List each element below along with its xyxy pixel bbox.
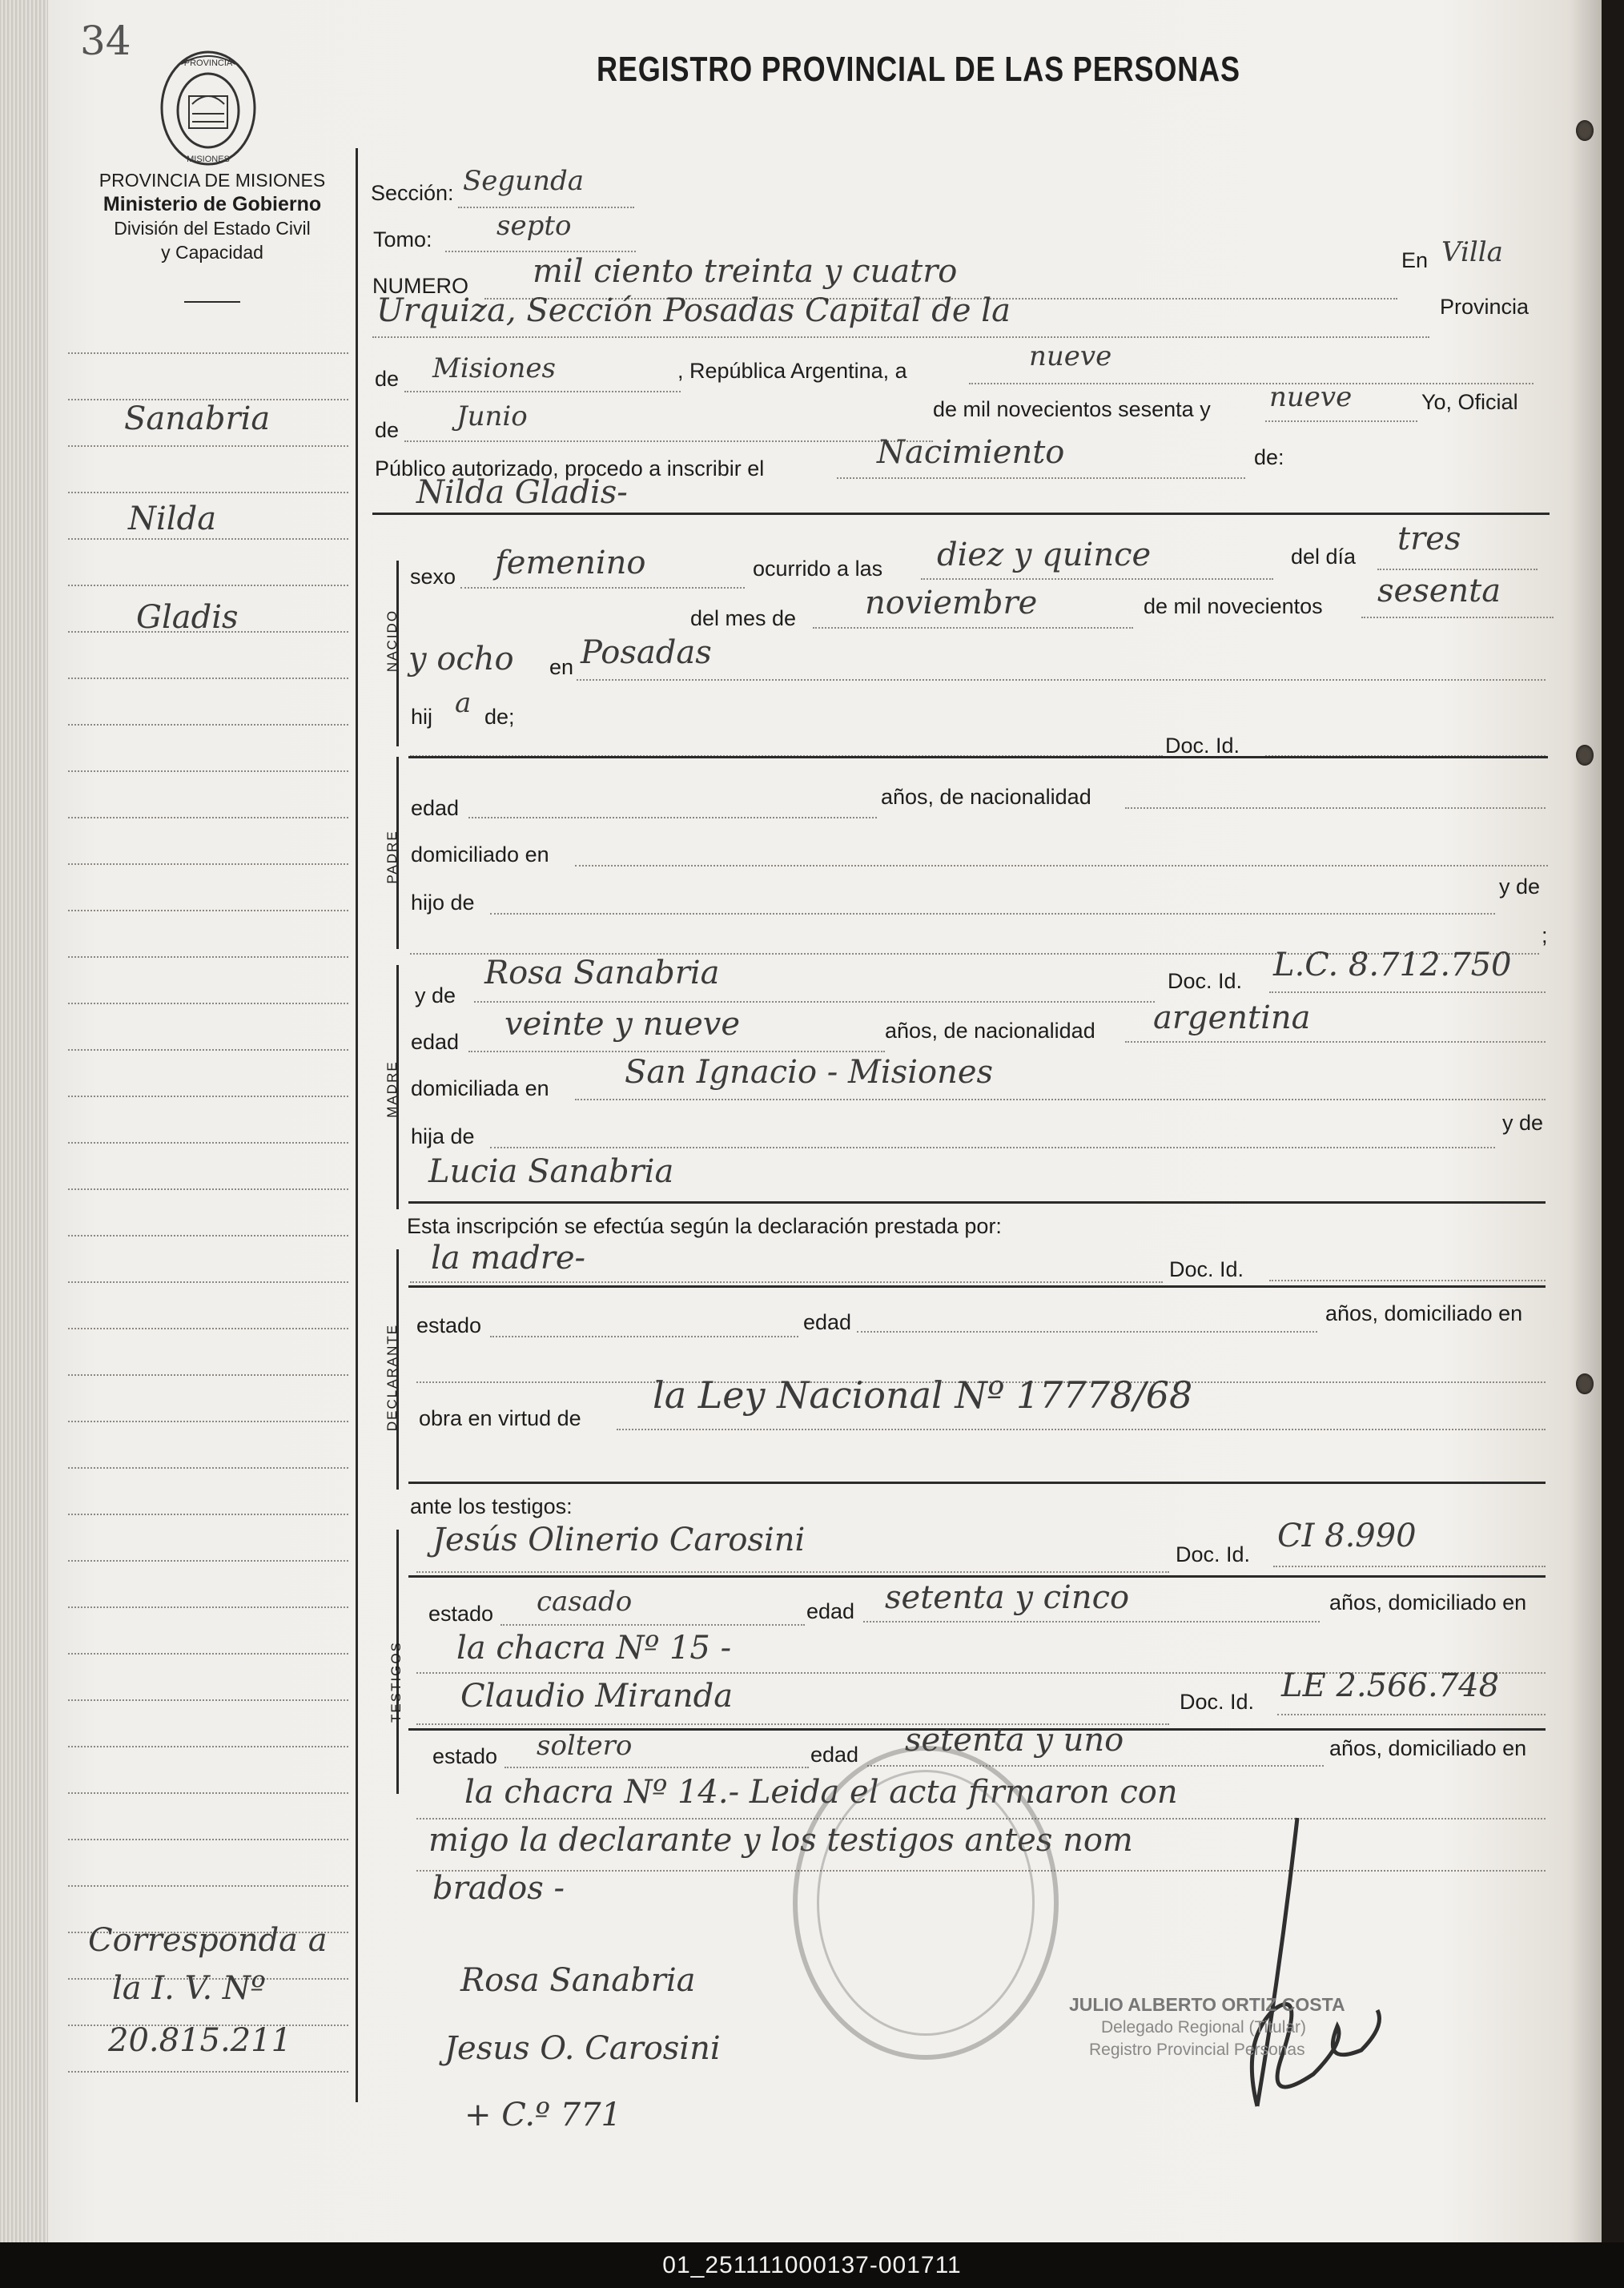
anio-nac-line [1361,617,1554,618]
madre-nac-value: argentina [1153,999,1311,1036]
madre-edad-value: veinte y nueve [504,1006,741,1043]
margin-dotted-line [68,1049,348,1051]
cont-value-1: migo la declarante y los testigos antes nom [428,1822,1133,1859]
padre-yde-label: y de [1499,875,1541,899]
margin-dotted-line [68,1467,348,1469]
dia-value: nueve [1029,340,1112,372]
official-office: Registro Provincial Personas [1089,2041,1305,2059]
acto-value: Nacimiento [877,434,1065,471]
padre-nac-line [1125,807,1546,809]
declarante-estado-label: estado [416,1313,482,1337]
margin-dotted-line [68,585,348,586]
t1-edad-label: edad [806,1599,855,1623]
mil-nac-label: de mil novecientos [1144,594,1323,618]
madre-edad-label: edad [411,1030,460,1054]
margin-dotted-line [68,678,348,679]
ministry-block [64,168,360,264]
margin-dotted-line [68,956,348,958]
margin-dotted-line [68,817,348,818]
mes-nac-value: noviembre [865,585,1038,621]
margin-dotted-line [68,863,348,865]
margin-dotted-line [68,910,348,911]
t2-estado-value: soltero [537,1730,633,1762]
seccion-label: Sección: [371,181,454,205]
margin-dotted-line [68,1421,348,1422]
margin-dotted-line [68,1653,348,1655]
margin-dotted-line [68,1188,348,1190]
declarante-tab: DECLARANTE [384,1323,400,1432]
madre-doc-label: Doc. Id. [1168,969,1243,993]
lugar-line [577,679,1546,681]
margin-dotted-line [68,352,348,354]
en-value: Villa [1441,236,1503,268]
ministry-line-division: División del Estado Civil [114,218,311,239]
margin-dotted-line [68,492,348,493]
margin-dotted-line [68,1142,348,1144]
del-mes-label: del mes de [690,606,797,630]
margin-correction-2: la I. V. Nº [112,1970,266,2007]
margin-dotted-line [68,1514,348,1515]
t1-nombre-value: Jesús Olinerio Carosini [432,1522,806,1558]
madre-doc-line [1269,991,1546,993]
t1-doc-line [1273,1566,1546,1567]
page-number: 34 [80,18,131,64]
t1-rule [408,1575,1546,1578]
t2-nombre-value: Claudio Miranda [460,1678,734,1715]
official-stamp [793,1746,1059,2060]
place-line [372,336,1429,338]
seccion-line [458,207,634,208]
obra-line [617,1429,1546,1430]
provincia-line [404,391,681,392]
anio-nac-value: sesenta [1377,573,1501,609]
t1-dom-value: la chacra Nº 15 - [456,1630,732,1667]
footer-bar [0,2242,1624,2288]
padre-nac-label: años, de nacionalidad [881,785,1091,809]
margin-dotted-line [68,1096,348,1097]
de-label: de [375,367,400,391]
margin-dotted-line [68,1839,348,1840]
dia-nac-value: tres [1397,521,1461,557]
margin-dotted-line [68,1235,348,1236]
republica-label: , República Argentina, a [677,359,907,383]
madre-dom-label: domiciliada en [411,1076,549,1100]
margin-dotted-line [68,1699,348,1701]
padre-dom-line [575,865,1548,867]
de3-label: de: [1254,445,1284,469]
de2-label: de [375,418,400,442]
padre-tab: PADRE [384,830,400,884]
anio-line [1265,420,1417,422]
declarante-doc-label: Doc. Id. [1169,1257,1244,1281]
ministry-line-ministry: Ministerio de Gobierno [103,193,322,215]
dia-nac-line [1377,569,1538,570]
madre-dom-line [575,1099,1546,1100]
madre-rule [408,1201,1546,1204]
padre-edad-label: edad [411,796,460,820]
margin-rule [356,148,358,2102]
madre-nombre-line [474,1001,1155,1003]
cont-value-2: brados - [432,1870,565,1907]
margin-dotted-line [68,538,348,540]
official-signature-icon [1185,1802,1425,2146]
margin-dotted-line [68,1792,348,1794]
t1-edad-line [863,1621,1320,1623]
nombre-value: Nilda Gladis- [416,474,628,511]
margin-correction-1: Corresponda a [88,1922,328,1959]
official-title: Delegado Regional (Titular) [1101,2018,1307,2037]
t1-estado-value: casado [537,1586,633,1618]
declarante-rule [408,1285,1546,1288]
t1-anios-label: años, domiciliado en [1329,1590,1527,1614]
declarante-edad-label: edad [803,1310,852,1334]
binding-hole [1576,120,1594,141]
hora-value: diez y quince [937,537,1152,573]
madre-edad-line [468,1051,885,1052]
madre-nac-label: años, de nacionalidad [885,1019,1095,1043]
margin-dotted-line [68,1281,348,1283]
declarante-estado-line [490,1336,798,1337]
t1-edad-value: setenta y cinco [885,1579,1130,1616]
margin-dotted-line [68,445,348,447]
numero-value: mil ciento treinta y cuatro [533,253,958,290]
sexo-value: femenino [495,545,646,581]
obra-value: la Ley Nacional Nº 17778/68 [653,1373,1193,1417]
signature-testigo2: + C.º 771 [464,2097,621,2133]
t1-estado-label: estado [428,1602,494,1626]
seal-text-bottom: MISIONES [187,155,230,164]
lugar-value: Posadas [581,634,712,671]
obra-rule [408,1482,1546,1484]
hij-value: a [455,687,472,719]
numero-label: NUMERO [372,274,468,298]
del-dia-label: del día [1291,545,1357,569]
seal-text-top: PROVINCIA [183,58,233,68]
testigos-intro: ante los testigos: [410,1494,573,1518]
margin-dotted-line [68,1003,348,1004]
margin-name2: Gladis [136,599,239,636]
obra-label: obra en virtud de [419,1406,581,1430]
t2-doc-value: LE 2.566.748 [1281,1667,1500,1704]
t2-estado-line [504,1767,809,1768]
madre-hija-label: hija de [411,1124,475,1148]
madre-hija-line [490,1147,1495,1148]
margin-dotted-line [68,1328,348,1329]
madre-doc-value: L.C. 8.712.750 [1273,947,1512,983]
page-stack-edge [0,0,48,2242]
margin-correction-3: 20.815.211 [108,2022,292,2059]
tomo-line [445,251,636,252]
sexo-line [460,587,745,589]
binding-hole [1576,745,1594,766]
page-title: REGISTRO PROVINCIAL DE LAS PERSONAS [597,50,1240,89]
hij-label: hij [411,705,433,729]
section-rule [372,513,1550,515]
t2-estado-label: estado [432,1744,498,1768]
binding-hole [1576,1373,1594,1394]
tomo-value: septo [496,210,572,242]
t2-anios-label: años, domiciliado en [1329,1736,1527,1760]
mes-value: Junio [456,400,528,432]
nacido-rule [408,756,1548,758]
margin-name1: Nilda [128,501,217,537]
margin-dotted-line [68,1606,348,1608]
madre-nac-line [1125,1041,1546,1043]
t1-doc-label: Doc. Id. [1176,1542,1251,1566]
margin-dotted-line [68,770,348,772]
dia-line [969,383,1534,384]
divider [184,301,240,303]
t2-edad-value: setenta y uno [905,1722,1124,1759]
yo-label: Yo, Oficial [1421,390,1518,414]
margin-dotted-line [68,1560,348,1562]
tomo-label: Tomo: [373,227,432,251]
margin-dotted-line [68,2071,348,2073]
t2-dom-value: la chacra Nº 14.- Leida el acta firmaron con [464,1774,1178,1811]
ocurrido-label: ocurrido a las [753,557,883,581]
en-label: En [1401,248,1429,272]
mil-label: de mil novecientos sesenta y [933,397,1211,421]
declarante-nombre-line [410,1281,1163,1283]
provincia-value: Misiones [432,352,556,384]
en-nac-label: en [549,655,574,679]
declarante-anios-label: años, domiciliado en [1325,1301,1523,1325]
margin-dotted-line [68,1885,348,1887]
mes-line [404,440,933,442]
padre-edad-line [468,817,877,818]
place-value: Urquiza, Sección Posadas Capital de la [376,292,1011,329]
madre-abuela-value: Lucia Sanabria [428,1153,674,1190]
margin-dotted-line [68,724,348,726]
anio-value: nueve [1269,381,1353,413]
declarante-edad-line [857,1331,1317,1333]
t2-doc-line [1277,1714,1546,1715]
padre-dom-label: domiciliado en [411,842,549,867]
seccion-value: Segunda [463,165,585,197]
margin-dotted-line [68,1746,348,1747]
footer-code: 01_251111000137-001711 [662,2251,962,2278]
signature-madre: Rosa Sanabria [460,1962,696,1999]
declarante-intro: Esta inscripción se efectúa según la declaración prestada por: [407,1214,1002,1238]
declarante-doc-line [1269,1280,1546,1281]
declarante-nombre-value: la madre- [431,1240,586,1277]
padre-hijo-label: hijo de [411,891,475,915]
padre-semicolon: ; [1542,923,1548,947]
anio-nac-value2: y ocho [408,641,514,678]
provincia-label: Provincia [1440,295,1530,319]
signature-testigo1: Jesus O. Carosini [444,2030,721,2067]
hij-de-label: de; [484,705,515,729]
madre-yde2-label: y de [1502,1111,1544,1135]
publico-label: Público autorizado, procedo a inscribir el [375,456,765,481]
sexo-label: sexo [410,565,456,589]
madre-nombre-value: Rosa Sanabria [484,955,720,991]
t1-doc-value: CI 8.990 [1277,1518,1417,1554]
testigos-tab: TESTIGOS [388,1641,404,1723]
margin-surname: Sanabria [124,400,271,437]
official-name: JULIO ALBERTO ORTIZ COSTA [1069,1994,1345,2015]
hora-line [921,578,1273,580]
acto-line [837,477,1245,479]
doc-nac-label: Doc. Id. [1165,734,1240,758]
mes-nac-line [813,627,1133,629]
nacido-tab: NACIDO [384,609,400,673]
madre-dom-value: San Ignacio - Misiones [625,1054,994,1091]
ministry-line-province: PROVINCIA DE MISIONES [98,170,326,191]
margin-dotted-line [68,1374,348,1376]
provincial-seal-icon [157,48,259,168]
t1-nombre-line [416,1571,1169,1573]
ministry-line-capacity: y Capacidad [161,242,263,263]
t1-estado-line [500,1624,805,1626]
madre-tab: MADRE [384,1060,400,1118]
t2-doc-label: Doc. Id. [1180,1690,1255,1714]
padre-hijo-line [490,913,1495,915]
t2-edad-label: edad [810,1743,859,1767]
madre-yde-label: y de [415,983,456,1007]
